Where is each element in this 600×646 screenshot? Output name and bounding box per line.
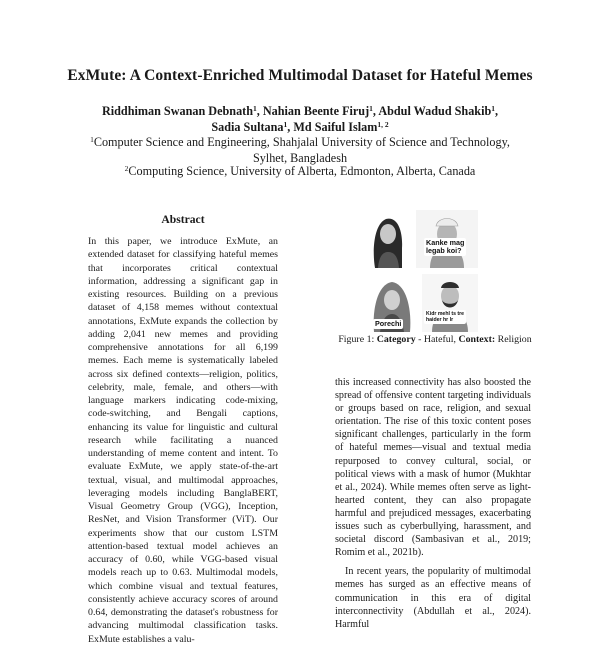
meme-panel-man-cap xyxy=(416,210,478,268)
figure-caption-context-value: Religion xyxy=(497,334,532,345)
introduction-column xyxy=(335,376,531,631)
line1-author-name: Nahian Beente Firuj xyxy=(262,104,370,118)
affiliation-1 xyxy=(0,135,600,166)
line2-author-affiliation-marker: 1 xyxy=(283,120,288,129)
abstract-body: In this paper, we introduce ExMute, an extended dataset for classifying hateful memes that incorporates critical contextual information, addressing a significant gap in existing resources. Building on a previous dataset of 4,158 memes without contextual annotations, ExMute expands the collection by adding 2,041 new memes and providing comprehensive annotations for all 6,199 memes. Each meme is systematically labeled across six defined contexts—religion, politics, celebrity, male, female, and others—with language markers indicating code-mixing, code-switching, and Bengali captions, enhancing its value for linguistic and cultural research while facilitating a nuanced understanding of meme content and intent. To evaluate ExMute, we apply state-of-the-art textual, visual, and multimodal approaches, leveraging models including BanglaBERT, Visual Geometry Group (VGG), Inception, ResNet, and Vision Transformer (ViT). Our experiments show that our custom LSTM attention-based textual model achieves an accuracy of 0.60, while VGG-based visual models reach up to 0.63. Multimodal models, which combine visual and textual features, consistently achieve accuracy scores of around 0.64, demonstrating the dataset's robustness for advancing multimodal classification tasks. ExMute establishes a valu- xyxy=(88,236,278,645)
affiliation-1-line-1: Computer Science and Engineering, Shahjalal University of Science and Technology, xyxy=(93,135,510,149)
meme-text-panel-2: Kanke mag legab koi? xyxy=(426,238,465,255)
meme-text-panel-4: Kidr mehl ts tre haider hr lr xyxy=(426,311,465,323)
figure-1-caption xyxy=(330,334,540,345)
affiliation-2 xyxy=(0,164,600,180)
affiliation-1-line-2: Sylhet, Bangladesh xyxy=(252,150,348,165)
affiliation-1-marker: 1 xyxy=(90,135,94,144)
line1-author-name: Riddhiman Swanan Debnath xyxy=(101,104,253,118)
meme-panel-bearded-man xyxy=(422,274,478,332)
line2-author-name: Sadia Sultana xyxy=(211,120,284,134)
line1-author-name: Abdul Wadud Shakib xyxy=(378,104,492,118)
author-list xyxy=(0,103,600,135)
intro-paragraph-1: this increased connectivity has also boosted the spread of offensive content targeting individuals or groups based on race, religion, and sexual orientation. The rise of this toxic content poses significant challenges, particularly in the form of hateful memes—visual and textual media repurposed to convey cultural, social, or political views with a mask of humor (Mukhtar et al., 2024). While memes often serve as light-hearted content, they can also propagate harmful and prejudiced messages, exacerbating issues such as cyberbullying, harassment, and societal discord (Sambasivan et al., 2019; Romim et al., 2021b). xyxy=(335,377,531,559)
meme-text-panel-3: Porechi xyxy=(375,319,402,328)
line2-author-name: Md Saiful Islam xyxy=(293,120,378,134)
affiliation-2-marker: 2 xyxy=(124,164,129,173)
line1-author-affiliation-marker: 1 xyxy=(369,104,373,113)
meme-panel-hijab xyxy=(366,274,418,332)
intro-paragraph-2: In recent years, the popularity of multimodal memes has surged as an effective means of communication in this era of digital interconnectivity (Abdullah et al., 2024). Harmful xyxy=(335,566,531,630)
line2-author-affiliation-marker: 1, 2 xyxy=(377,120,389,129)
affiliation-2-text: Computing Science, University of Alberta, Edmonton, Alberta, Canada xyxy=(128,164,476,178)
author-line-1: Riddhiman Swanan Debnath$^1$, Nahian Beente Firuj$^1$, Abdul Wadud Shakib$^1$, xyxy=(101,104,499,118)
meme-panel-woman xyxy=(366,210,408,268)
figure-caption-context-label: Context: xyxy=(458,334,496,345)
meme-image-woman xyxy=(366,210,408,268)
figure-caption-category-value: - Hateful, xyxy=(418,334,456,345)
author-line-2: Sadia Sultana$^1$, Md Saiful Islam$^{1, 2}$ xyxy=(211,120,389,134)
abstract-heading: Abstract xyxy=(161,213,205,226)
figure-1-memes xyxy=(366,210,478,332)
figure-caption-category-label: Category xyxy=(376,334,416,345)
line1-author-affiliation-marker: 1 xyxy=(253,104,257,113)
paper-title: ExMute: A Context-Enriched Multimodal Dataset for Hateful Memes xyxy=(67,67,533,84)
line1-author-affiliation-marker: 1 xyxy=(491,104,495,113)
figure-caption-prefix: Figure 1: xyxy=(338,334,375,345)
